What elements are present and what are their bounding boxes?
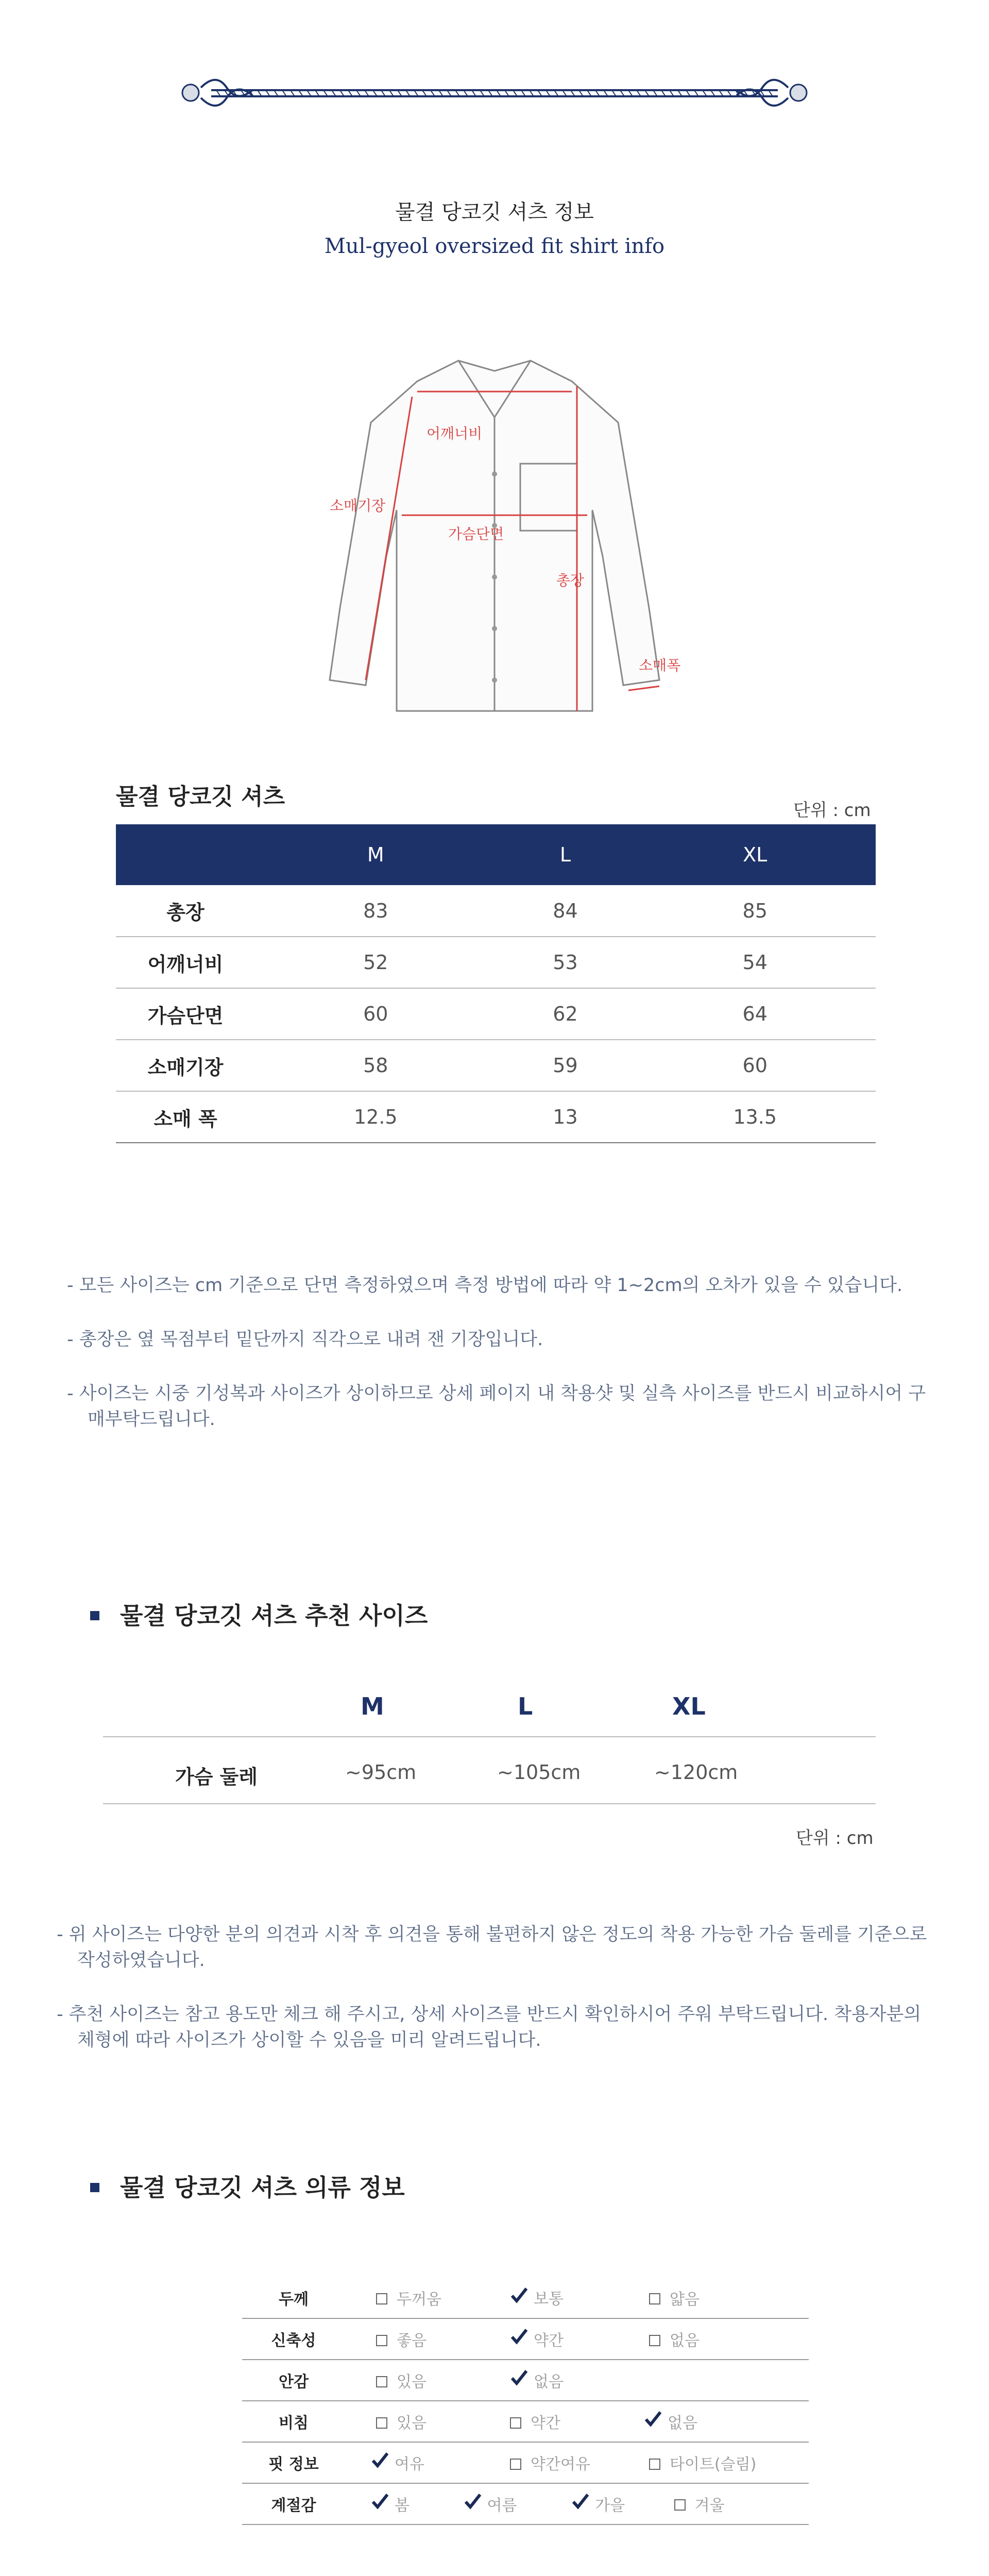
fabric-option <box>628 2318 809 2360</box>
rec-row-label: 가슴 둘레 <box>175 1766 258 1788</box>
fabric-row <box>242 2360 809 2401</box>
row-label: 총장 <box>116 885 255 937</box>
fabric-option <box>345 2442 484 2483</box>
fabric-row-label: 계절감 <box>242 2483 345 2524</box>
option-text: 좋음 <box>397 2332 427 2350</box>
check-mark-icon <box>510 2328 528 2346</box>
checkbox-empty-icon <box>510 2417 521 2429</box>
cell: 12.5 <box>255 1091 497 1143</box>
fabric-row-label: 두께 <box>242 2277 345 2318</box>
rec-col-l: L <box>518 1692 533 1720</box>
fabric-option <box>345 2318 484 2360</box>
fabric-option <box>484 2318 628 2360</box>
check-mark-icon <box>571 2493 590 2511</box>
note-item: - 총장은 옆 목점부터 밑단까지 직각으로 내려 잰 기장입니다. <box>67 1329 543 1350</box>
fabric-option <box>484 2277 628 2318</box>
header-empty <box>116 824 255 885</box>
check-mark-icon <box>371 2451 389 2470</box>
cell: 54 <box>634 937 876 988</box>
rec-value: ~120cm <box>654 1761 738 1784</box>
fabric-option-empty <box>628 2360 809 2401</box>
fabric-option <box>464 2493 567 2516</box>
table-row <box>116 937 876 988</box>
check-mark-icon <box>510 2369 528 2387</box>
check-mark-icon <box>644 2410 662 2429</box>
rec-unit: 단위 : cm <box>796 1828 874 1849</box>
rec-col-m: M <box>361 1692 384 1720</box>
size-notes <box>67 1273 943 1461</box>
cell: 13.5 <box>634 1091 876 1143</box>
fabric-row-label: 핏 정보 <box>242 2442 345 2483</box>
size-table-header <box>116 824 876 885</box>
chest-label: 가슴단면 <box>448 526 504 543</box>
page-title: 물결 당코깃 셔츠 정보 <box>395 200 594 224</box>
cell: 58 <box>255 1040 497 1091</box>
checkbox-empty-icon <box>376 2376 387 2387</box>
fabric-section-title <box>90 2169 405 2203</box>
cell: 59 <box>497 1040 635 1091</box>
fabric-table <box>242 2277 809 2525</box>
option-text: 약간 <box>531 2414 560 2432</box>
row-label: 가슴단면 <box>116 988 255 1040</box>
fabric-option <box>484 2401 628 2442</box>
cell: 60 <box>255 988 497 1040</box>
cell: 13 <box>497 1091 635 1143</box>
fabric-season-options <box>345 2483 809 2524</box>
note-item: - 모든 사이즈는 cm 기준으로 단면 측정하였으며 측정 방법에 따라 약 1~2cm의 오차가 있을 수 있습니다. <box>67 1275 903 1296</box>
checkbox-empty-icon <box>376 2417 387 2429</box>
rope-ornament <box>170 67 819 118</box>
fabric-option <box>345 2277 484 2318</box>
row-label: 어깨너비 <box>116 937 255 988</box>
option-text: 겨울 <box>694 2496 725 2515</box>
option-text: 여유 <box>395 2455 424 2473</box>
note-item: - 위 사이즈는 다양한 분의 의견과 시착 후 의견을 통해 불편하지 않은 정도의 착용 가능한 가슴 둘레를 기준으로 작성하였습니다. <box>57 1924 927 1971</box>
check-mark-icon <box>464 2493 482 2511</box>
shoulder-label: 어깨너비 <box>427 425 483 442</box>
option-text: 타이트(슬림) <box>670 2455 757 2473</box>
cell: 64 <box>634 988 876 1040</box>
row-label: 소매 폭 <box>116 1091 255 1143</box>
cell: 60 <box>634 1040 876 1091</box>
cell: 62 <box>497 988 635 1040</box>
table-row <box>116 1040 876 1091</box>
recommend-section-title <box>90 1597 428 1631</box>
rec-value: ~95cm <box>345 1761 417 1784</box>
table-row <box>116 1091 876 1143</box>
shirt-measurement-diagram <box>288 340 701 732</box>
rec-divider-bottom <box>103 1803 876 1804</box>
option-text: 있음 <box>397 2414 427 2432</box>
recommend-title-text: 물결 당코깃 셔츠 추천 사이즈 <box>120 1602 428 1630</box>
fabric-row <box>242 2442 809 2483</box>
bullet-square-icon <box>90 2183 99 2192</box>
size-table-title: 물결 당코깃 셔츠 <box>116 784 285 810</box>
option-text: 있음 <box>397 2373 427 2391</box>
note-item: - 사이즈는 시중 기성복과 사이즈가 상이하므로 상세 페이지 내 착용샷 및 실측 사이즈를 반드시 비교하시어 구매부탁드립니다. <box>67 1383 926 1430</box>
row-label: 소매기장 <box>116 1040 255 1091</box>
rec-value: ~105cm <box>497 1761 581 1784</box>
option-text: 없음 <box>668 2414 697 2432</box>
note-item: - 추천 사이즈는 참고 용도만 체크 해 주시고, 상세 사이즈를 반드시 확인하시어 주워 부탁드립니다. 착용자분의 체형에 따라 사이즈가 상이할 수 있음을 미리 알려드립니다. <box>57 2004 922 2050</box>
recommend-notes <box>57 1922 932 2081</box>
col-l: L <box>497 824 635 885</box>
checkbox-empty-icon <box>376 2293 387 2304</box>
fabric-row <box>242 2483 809 2524</box>
table-row <box>116 885 876 937</box>
option-text: 두꺼움 <box>397 2290 441 2309</box>
fabric-title-text: 물결 당코깃 셔츠 의류 정보 <box>120 2174 405 2201</box>
option-text: 얇음 <box>670 2290 700 2309</box>
fabric-row <box>242 2318 809 2360</box>
length-label: 총장 <box>556 572 585 589</box>
checkbox-empty-icon <box>674 2499 686 2511</box>
page-subtitle: Mul-gyeol oversized fit shirt info <box>324 234 665 258</box>
checkbox-empty-icon <box>376 2335 387 2346</box>
col-m: M <box>255 824 497 885</box>
table-row <box>116 988 876 1040</box>
cell: 52 <box>255 937 497 988</box>
option-text: 가을 <box>595 2496 625 2515</box>
sleeve-length-label: 소매기장 <box>330 497 386 514</box>
cell: 84 <box>497 885 635 937</box>
fabric-row <box>242 2277 809 2318</box>
fabric-option <box>571 2493 669 2516</box>
bullet-square-icon <box>90 1611 99 1620</box>
fabric-option <box>674 2493 725 2515</box>
fabric-row-label: 안감 <box>242 2360 345 2401</box>
fabric-row-label: 신축성 <box>242 2318 345 2360</box>
fabric-option <box>628 2442 809 2483</box>
col-xl: XL <box>634 824 876 885</box>
checkbox-empty-icon <box>649 2335 660 2346</box>
fabric-option <box>484 2360 628 2401</box>
option-text: 없음 <box>670 2332 700 2350</box>
fabric-option <box>371 2493 458 2516</box>
size-table <box>116 824 876 1143</box>
fabric-option <box>484 2442 628 2483</box>
option-text: 약간 <box>534 2331 564 2350</box>
check-mark-icon <box>510 2286 528 2305</box>
cell: 53 <box>497 937 635 988</box>
fabric-option <box>345 2401 484 2442</box>
rec-divider-top <box>103 1736 876 1737</box>
rec-col-xl: XL <box>672 1692 706 1720</box>
fabric-row-label: 비침 <box>242 2401 345 2442</box>
sleeve-width-label: 소매폭 <box>639 657 681 674</box>
fabric-option <box>628 2401 809 2442</box>
cell: 85 <box>634 885 876 937</box>
option-text: 없음 <box>534 2372 564 2391</box>
fabric-row <box>242 2401 809 2442</box>
size-unit: 단위 : cm <box>793 800 871 821</box>
option-text: 여름 <box>487 2496 517 2515</box>
option-text: 보통 <box>534 2290 564 2309</box>
checkbox-empty-icon <box>649 2459 660 2470</box>
fabric-option <box>628 2277 809 2318</box>
cell: 83 <box>255 885 497 937</box>
checkbox-empty-icon <box>649 2293 660 2304</box>
fabric-option <box>345 2360 484 2401</box>
option-text: 봄 <box>395 2496 410 2515</box>
checkbox-empty-icon <box>510 2459 521 2470</box>
check-mark-icon <box>371 2493 389 2511</box>
option-text: 약간여유 <box>531 2455 590 2473</box>
